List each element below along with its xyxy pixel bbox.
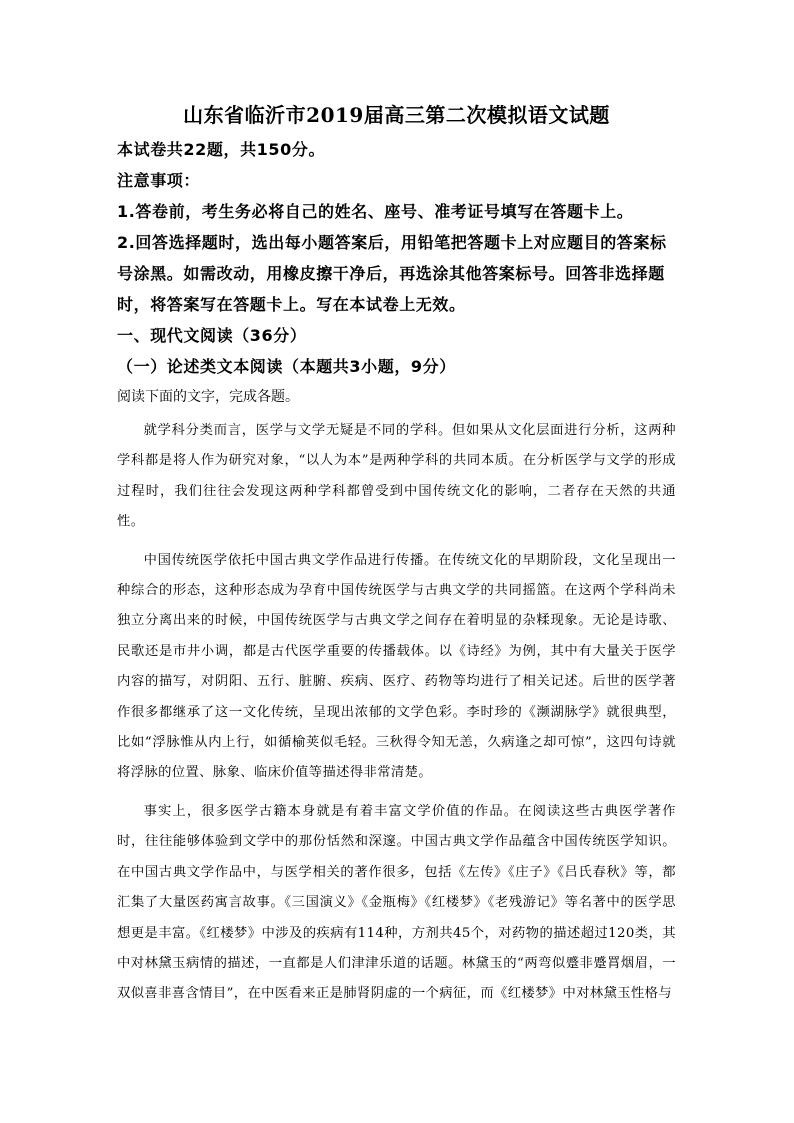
- notice-item: 2.回答选择题时，选出每小题答案后，用铅笔把答题卡上对应题目的答案标号涂黑。如需改动，用橡皮擦干净后，再选涂其他答案标号。回答非选择题时，将答案写在答题卡上。写在本试卷上无效。: [117, 233, 667, 314]
- exam-intro: 本试卷共22题，共150分。: [117, 140, 326, 159]
- section-heading: 一、现代文阅读（36分）: [117, 326, 307, 345]
- subsection-heading: （一）论述类文本阅读（本题共3小题，9分）: [117, 357, 456, 376]
- reading-instruction: 阅读下面的文字，完成各题。: [117, 389, 299, 405]
- notice-item: 1.答卷前，考生务必将自己的姓名、座号、准考证号填写在答题卡上。: [117, 202, 634, 221]
- document-title: 山东省临沂市2019届高三第二次模拟语文试题: [183, 103, 610, 127]
- passage-paragraph: 事实上，很多医学古籍本身就是有着丰富文学价值的作品。在阅读这些古典医学著作时，往往能够体验到文学中的那份恬然和深邃。中国古典文学作品蕴含中国传统医学知识。在中国古典文学作品中，与医学相关的著作很多，包括《左传》《庄子》《吕氏春秋》等，都汇集了大量医药寓言故事。《三国演义》《金瓶梅》《红楼梦》《老残游记》等名著中的医学思想更是丰富。《红楼梦》中涉及的疾病有114种，方剂共45个，对药物的描述超过120类，其中对林黛玉病情的描述，一直都是人们津津乐道的话题。林黛玉的“两弯似蹙非蹙罥烟眉，一双似喜非喜含情目”，在中医看来正是肺肾阴虚的一个病征，而《红楼梦》中对林黛玉性格与: [117, 803, 676, 1002]
- notice-heading: 注意事项：: [117, 171, 201, 190]
- passage-paragraph: 中国传统医学依托中国古典文学作品进行传播。在传统文化的早期阶段，文化呈现出一种综合的形态，这种形态成为孕育中国传统医学与古典文学的共同摇篮。在这两个学科尚未独立分离出来的时候，中国传统医学与古典文学之间存在着明显的杂糅现象。无论是诗歌、民歌还是市井小调，都是古代医学重要的传播载体。以《诗经》为例，其中有大量关于医学内容的描写，对阴阳、五行、脏腑、疾病、医疗、药物等均进行了相关记述。后世的医学著作很多都继承了这一文化传统，呈现出浓郁的文学色彩。李时珍的《濒湖脉学》就很典型，比如“浮脉惟从内上行，如循榆荚似毛轻。三秋得令知无恙，久病逢之却可惊”，这四句诗就将浮脉的位置、脉象、临床价值等描述得非常清楚。: [117, 552, 676, 781]
- passage-paragraph: 就学科分类而言，医学与文学无疑是不同的学科。但如果从文化层面进行分析，这两种学科都是将人作为研究对象，“以人为本”是两种学科的共同本质。在分析医学与文学的形成过程时，我们往往会发现这两种学科都曾受到中国传统文化的影响，二者存在天然的共通性。: [117, 423, 676, 530]
